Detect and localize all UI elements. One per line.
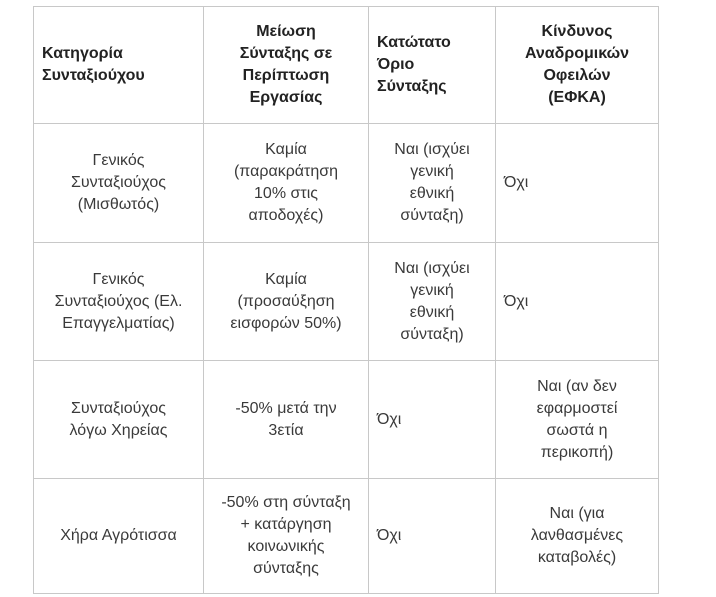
table-row bbox=[34, 361, 659, 479]
cell-minimum: Όχι bbox=[369, 361, 496, 479]
pension-comparison-table bbox=[33, 6, 659, 594]
cell-minimum: Όχι bbox=[369, 479, 496, 594]
cell-category: Γενικός Συνταξιούχος (Ελ. Επαγγελματίας) bbox=[34, 243, 204, 361]
cell-reduction: Καμία (προσαύξηση εισφορών 50%) bbox=[204, 243, 369, 361]
cell-category: Χήρα Αγρότισσα bbox=[34, 479, 204, 594]
cell-risk: Όχι bbox=[496, 124, 659, 243]
table-row bbox=[34, 243, 659, 361]
cell-reduction: Καμία (παρακράτηση 10% στις αποδοχές) bbox=[204, 124, 369, 243]
header-pensioner-category: Κατηγορία Συνταξιούχου bbox=[34, 7, 204, 124]
cell-minimum: Ναι (ισχύει γενική εθνική σύνταξη) bbox=[369, 124, 496, 243]
cell-category: Συνταξιούχος λόγω Χηρείας bbox=[34, 361, 204, 479]
table-row bbox=[34, 479, 659, 594]
cell-risk: Ναι (για λανθασμένες καταβολές) bbox=[496, 479, 659, 594]
table-row bbox=[34, 124, 659, 243]
table-body bbox=[34, 124, 659, 594]
cell-category: Γενικός Συνταξιούχος (Μισθωτός) bbox=[34, 124, 204, 243]
header-minimum-pension: Κατώτατο Όριο Σύνταξης bbox=[369, 7, 496, 124]
cell-reduction: -50% στη σύνταξη + κατάργηση κοινωνικής σύνταξης bbox=[204, 479, 369, 594]
cell-minimum: Ναι (ισχύει γενική εθνική σύνταξη) bbox=[369, 243, 496, 361]
table-header bbox=[34, 7, 659, 124]
header-pension-reduction: Μείωση Σύνταξης σε Περίπτωση Εργασίας bbox=[204, 7, 369, 124]
cell-risk: Ναι (αν δεν εφαρμοστεί σωστά η περικοπή) bbox=[496, 361, 659, 479]
header-arrears-risk: Κίνδυνος Αναδρομικών Οφειλών (ΕΦΚΑ) bbox=[496, 7, 659, 124]
cell-risk: Όχι bbox=[496, 243, 659, 361]
cell-reduction: -50% μετά την 3ετία bbox=[204, 361, 369, 479]
header-row bbox=[34, 7, 659, 124]
